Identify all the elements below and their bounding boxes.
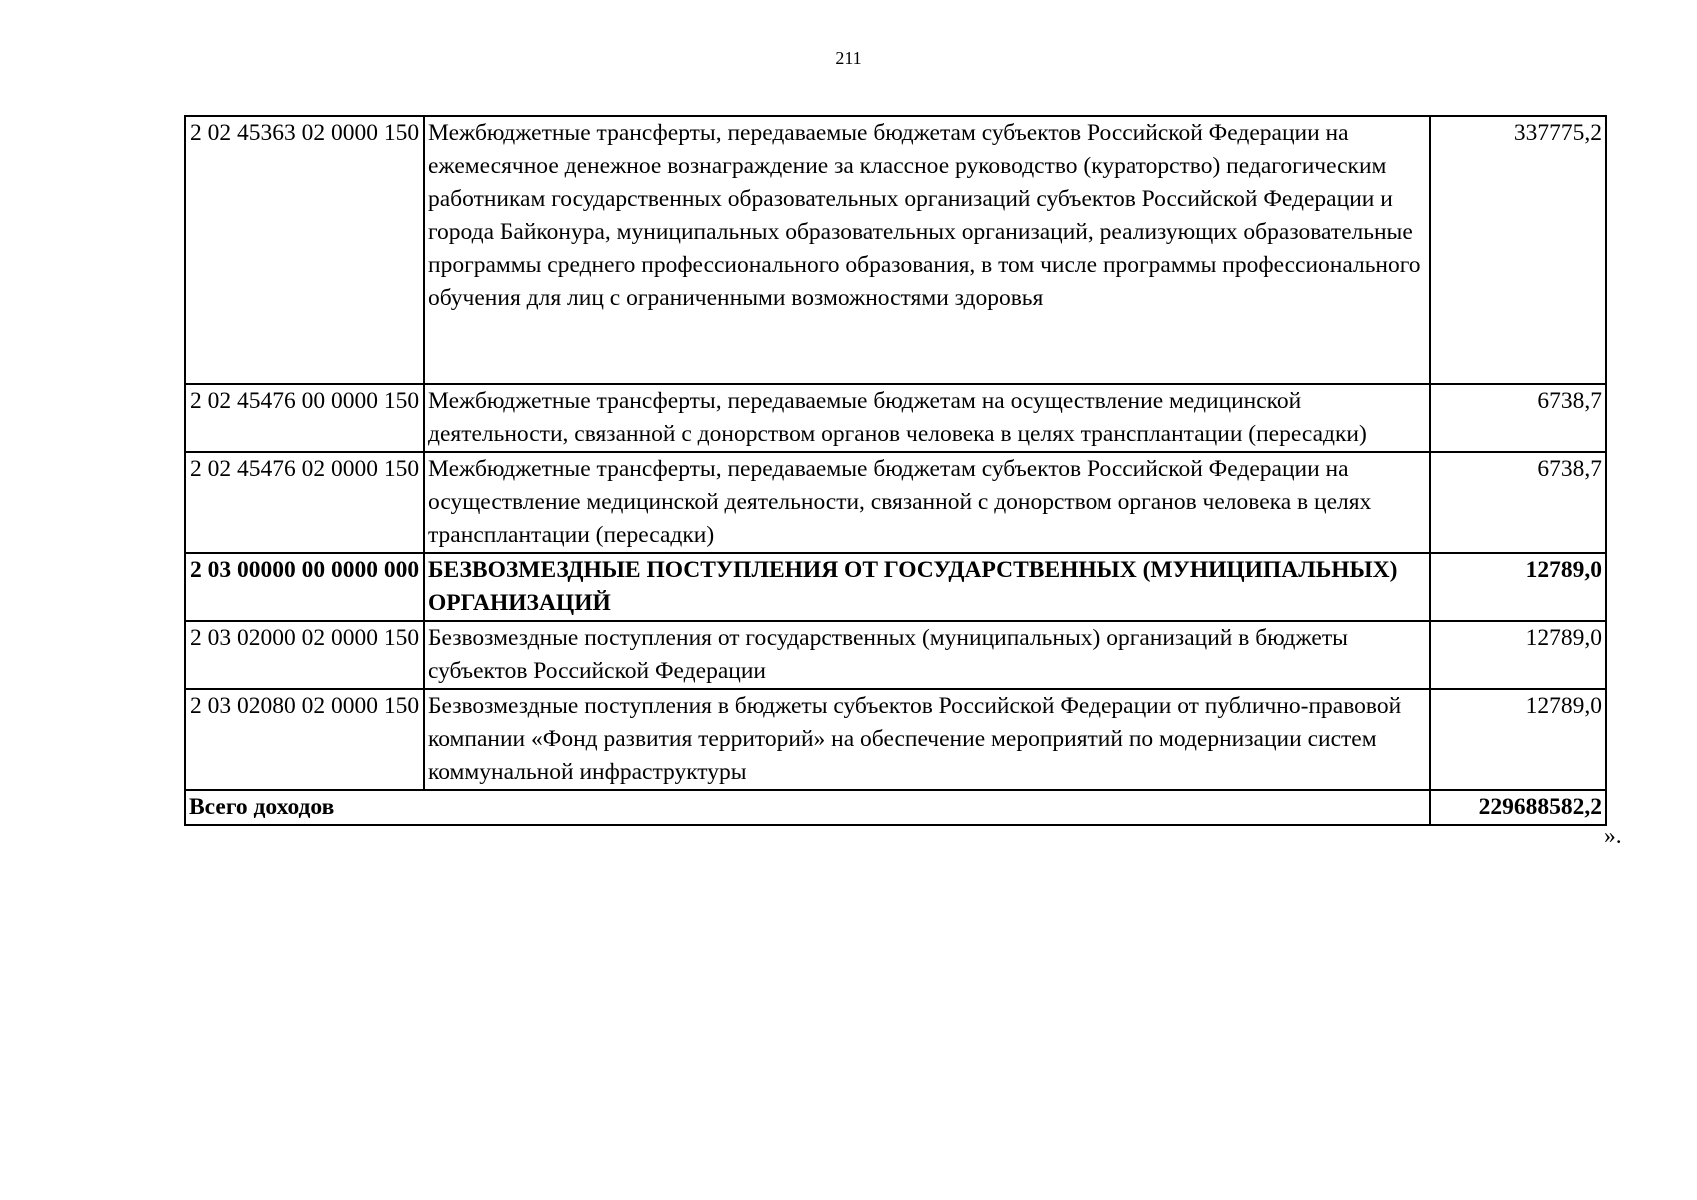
closing-quote-mark: ». (1604, 823, 1622, 849)
budget-code: 2 02 45476 02 0000 150 (185, 452, 424, 553)
budget-code: 2 03 00000 00 0000 000 (185, 553, 424, 621)
revenue-amount: 6738,7 (1430, 452, 1606, 553)
table-row-section-heading (185, 553, 1606, 621)
total-label: Всего доходов (185, 790, 1430, 825)
budget-code: 2 03 02000 02 0000 150 (185, 621, 424, 689)
revenue-description: Межбюджетные трансферты, передаваемые бюджетам субъектов Российской Федерации на осуществление медицинской деятельности, связанной с донорством органов человека в целях трансплантации (пересадки) (424, 452, 1430, 553)
revenue-description: БЕЗВОЗМЕЗДНЫЕ ПОСТУПЛЕНИЯ ОТ ГОСУДАРСТВЕННЫХ (МУНИЦИПАЛЬНЫХ) ОРГАНИЗАЦИЙ (424, 553, 1430, 621)
revenue-amount: 12789,0 (1430, 621, 1606, 689)
revenue-amount: 337775,2 (1430, 116, 1606, 384)
total-row (185, 790, 1606, 825)
revenue-description: Межбюджетные трансферты, передаваемые бюджетам на осуществление медицинской деятельности, связанной с донорством органов человека в целях трансплантации (пересадки) (424, 384, 1430, 452)
page-number: 211 (835, 48, 862, 68)
total-amount: 229688582,2 (1430, 790, 1606, 825)
table-row (185, 116, 1606, 384)
table-row (185, 621, 1606, 689)
revenue-description: Безвозмездные поступления в бюджеты субъектов Российской Федерации от публично-правовой компании «Фонд развития территорий» на обеспечение мероприятий по модернизации систем коммунальной инфраструктуры (424, 689, 1430, 790)
revenue-description: Безвозмездные поступления от государственных (муниципальных) организаций в бюджеты субъектов Российской Федерации (424, 621, 1430, 689)
revenue-amount: 12789,0 (1430, 689, 1606, 790)
table-row (185, 452, 1606, 553)
table-row (185, 689, 1606, 790)
budget-code: 2 02 45363 02 0000 150 (185, 116, 424, 384)
table-row (185, 384, 1606, 452)
revenue-amount: 6738,7 (1430, 384, 1606, 452)
revenue-table (184, 115, 1607, 826)
revenue-amount: 12789,0 (1430, 553, 1606, 621)
budget-code: 2 02 45476 00 0000 150 (185, 384, 424, 452)
budget-code: 2 03 02080 02 0000 150 (185, 689, 424, 790)
revenue-description: Межбюджетные трансферты, передаваемые бюджетам субъектов Российской Федерации на ежемесячное денежное вознаграждение за классное руководство (кураторство) педагогическим работникам государственных образовательных организаций субъектов Российской Федерации и города Байконура, муниципальных образовательных организаций, реализующих образовательные программы среднего профессионального образования, в том числе программы профессионального обучения для лиц с ограниченными возможностями здоровья (424, 116, 1430, 384)
